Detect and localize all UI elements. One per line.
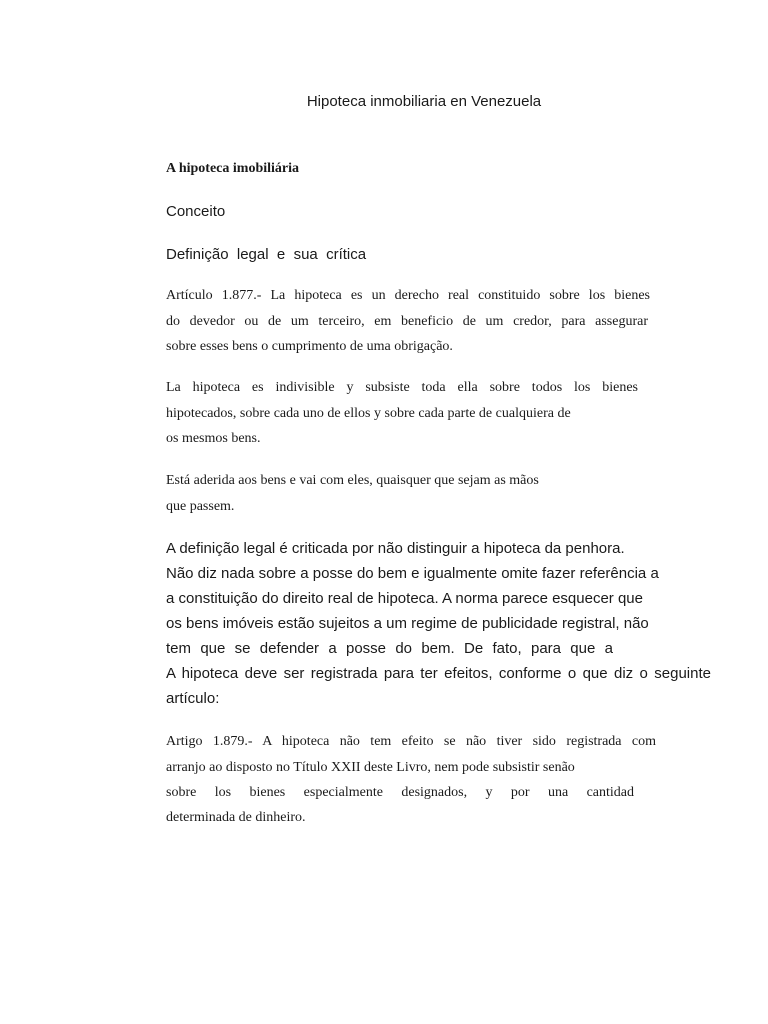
paragraph-line: os bens imóveis estão sujeitos a um regime de publicidade registral, não bbox=[166, 615, 649, 632]
paragraph-line: Artículo 1.877.- La hipoteca es un derecho real constituido sobre los bienes bbox=[166, 288, 650, 303]
paragraph-line: Está aderida aos bens e vai com eles, quaisquer que sejam as mãos bbox=[166, 473, 539, 488]
section-heading: A hipoteca imobiliária bbox=[166, 161, 299, 176]
paragraph-line: Artigo 1.879.- A hipoteca não tem efeito se não tiver sido registrada com bbox=[166, 734, 656, 749]
paragraph-line: do devedor ou de um terceiro, em beneficio de um credor, para assegurar bbox=[166, 314, 648, 329]
paragraph-line: Não diz nada sobre a posse do bem e igualmente omite fazer referência a bbox=[166, 565, 659, 582]
paragraph-line: A definição legal é criticada por não distinguir a hipoteca da penhora. bbox=[166, 540, 625, 557]
paragraph-line: artículo: bbox=[166, 690, 220, 707]
paragraph-line: A hipoteca deve ser registrada para ter efeitos, conforme o que diz o seguinte bbox=[166, 665, 711, 682]
paragraph-line: os mesmos bens. bbox=[166, 431, 261, 446]
subheading-conceito: Conceito bbox=[166, 203, 226, 220]
paragraph-line: determinada de dinheiro. bbox=[166, 810, 306, 825]
paragraph-line: sobre esses bens o cumprimento de uma obrigação. bbox=[166, 339, 453, 354]
paragraph-line: a constituição do direito real de hipoteca. A norma parece esquecer que bbox=[166, 590, 643, 607]
paragraph-line: arranjo ao disposto no Título XXII deste Livro, nem pode subsistir senão bbox=[166, 760, 575, 775]
paragraph-line: sobre los bienes especialmente designados, y por una cantidad bbox=[166, 785, 634, 800]
paragraph-line: que passem. bbox=[166, 499, 235, 514]
paragraph-line: La hipoteca es indivisible y subsiste toda ella sobre todos los bienes bbox=[166, 380, 638, 395]
document-title: Hipoteca inmobiliaria en Venezuela bbox=[306, 93, 542, 110]
paragraph-line: tem que se defender a posse do bem. De fato, para que a bbox=[166, 640, 613, 657]
subheading-definicao: Definição legal e sua crítica bbox=[166, 246, 367, 263]
paragraph-line: hipotecados, sobre cada uno de ellos y sobre cada parte de cualquiera de bbox=[166, 406, 571, 421]
